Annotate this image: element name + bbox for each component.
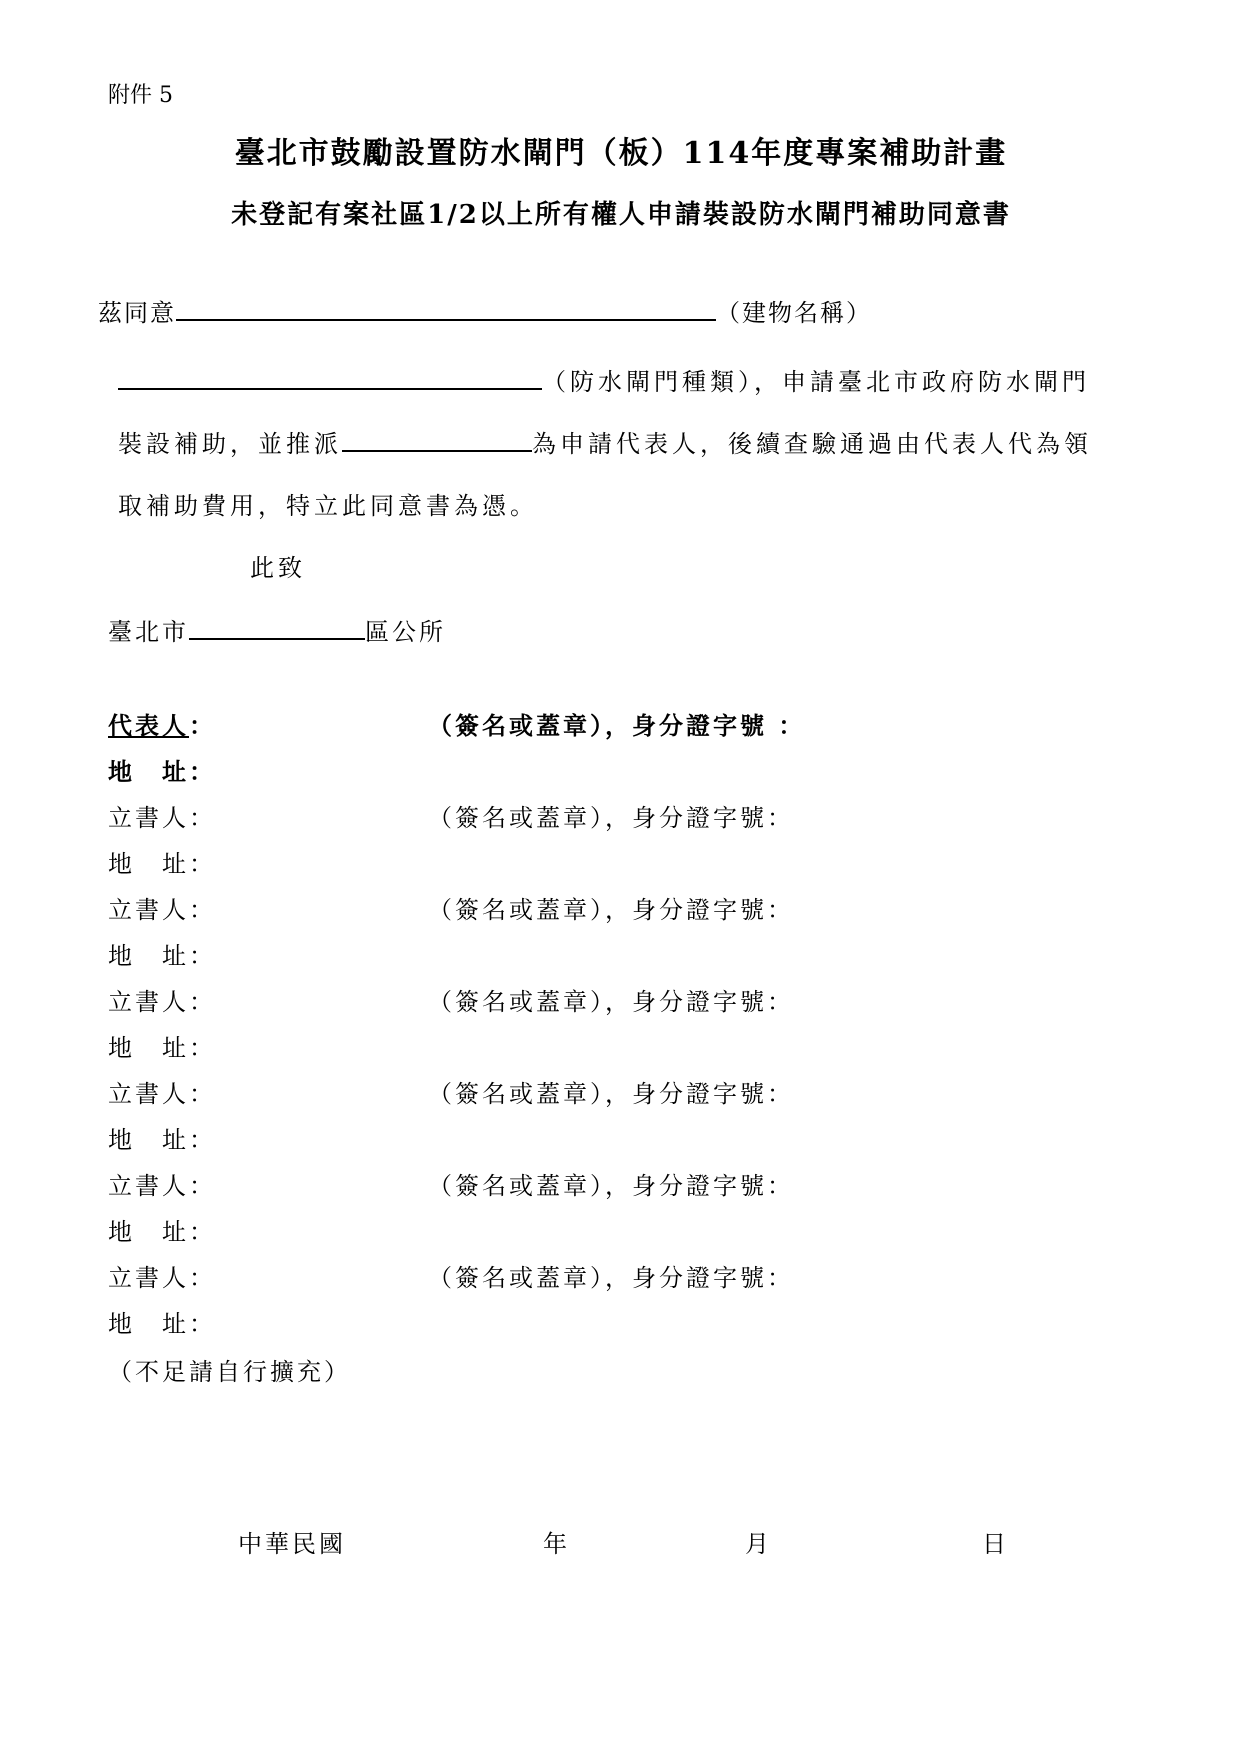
date-month: 月 [745, 1530, 771, 1558]
nominate-prefix: 裝設補助，並推派 [118, 430, 342, 458]
document-subtitle: 未登記有案社區1/2以上所有權人申請裝設防水閘門補助同意書 [231, 200, 1011, 230]
signer-3-sign-label: （簽名或蓋章），身分證字號： [428, 988, 794, 1016]
signer-4-label: 立書人： [108, 1080, 216, 1108]
signer-1-label: 立書人： [108, 804, 216, 832]
signer-6-address-label: 地 址： [108, 1310, 216, 1338]
signer-5-label: 立書人： [108, 1172, 216, 1200]
signer-3-address-label: 地 址： [108, 1034, 216, 1062]
building-name-field[interactable] [176, 293, 716, 321]
signer-6-sign-label: （簽名或蓋章），身分證字號： [428, 1264, 794, 1292]
consent-line-2 [118, 362, 1090, 397]
salutation: 此致 [250, 554, 306, 582]
recipient-prefix: 臺北市 [108, 618, 189, 646]
signer-4-address-label: 地 址： [108, 1126, 216, 1154]
signer-2-sign-label: （簽名或蓋章），身分證字號： [428, 896, 794, 924]
representative-address-label: 地 址： [108, 757, 216, 786]
signer-5-sign-label: （簽名或蓋章），身分證字號： [428, 1172, 794, 1200]
signer-4-sign-label: （簽名或蓋章），身分證字號： [428, 1080, 794, 1108]
consent-line-3 [118, 424, 1092, 459]
consent-line-4: 取補助費用，特立此同意書為憑。 [118, 492, 538, 520]
date-day: 日 [982, 1530, 1008, 1558]
building-name-label: （建物名稱） [716, 299, 872, 327]
recipient-suffix: 區公所 [365, 618, 446, 646]
district-field[interactable] [189, 612, 365, 640]
date-year: 年 [543, 1530, 569, 1558]
signer-3-label: 立書人： [108, 988, 216, 1016]
nominate-suffix: 為申請代表人，後續查驗通過由代表人代為領 [532, 430, 1092, 458]
attachment-label: 附件 5 [108, 83, 173, 108]
representative-name-field[interactable] [342, 424, 532, 452]
representative-sign-label: （簽名或蓋章），身分證字號 ： [428, 711, 806, 740]
signer-1-sign-label: （簽名或蓋章），身分證字號： [428, 804, 794, 832]
signer-1-address-label: 地 址： [108, 850, 216, 878]
recipient-line [108, 612, 446, 647]
consent-line-1 [98, 293, 872, 328]
signer-6-label: 立書人： [108, 1264, 216, 1292]
floodgate-type-label: （防水閘門種類），申請臺北市政府防水閘門 [542, 368, 1090, 396]
representative-colon: ： [189, 711, 216, 740]
floodgate-type-field[interactable] [118, 362, 542, 390]
representative-label: 代表人 [108, 711, 189, 740]
signer-5-address-label: 地 址： [108, 1218, 216, 1246]
expand-note: （不足請自行擴充） [108, 1358, 351, 1386]
signer-2-label: 立書人： [108, 896, 216, 924]
signer-2-address-label: 地 址： [108, 942, 216, 970]
date-era: 中華民國 [238, 1530, 346, 1558]
representative-row [108, 706, 216, 741]
consent-prefix: 茲同意 [98, 299, 176, 327]
document-title: 臺北市鼓勵設置防水閘門（板）114年度專案補助計畫 [234, 136, 1008, 171]
